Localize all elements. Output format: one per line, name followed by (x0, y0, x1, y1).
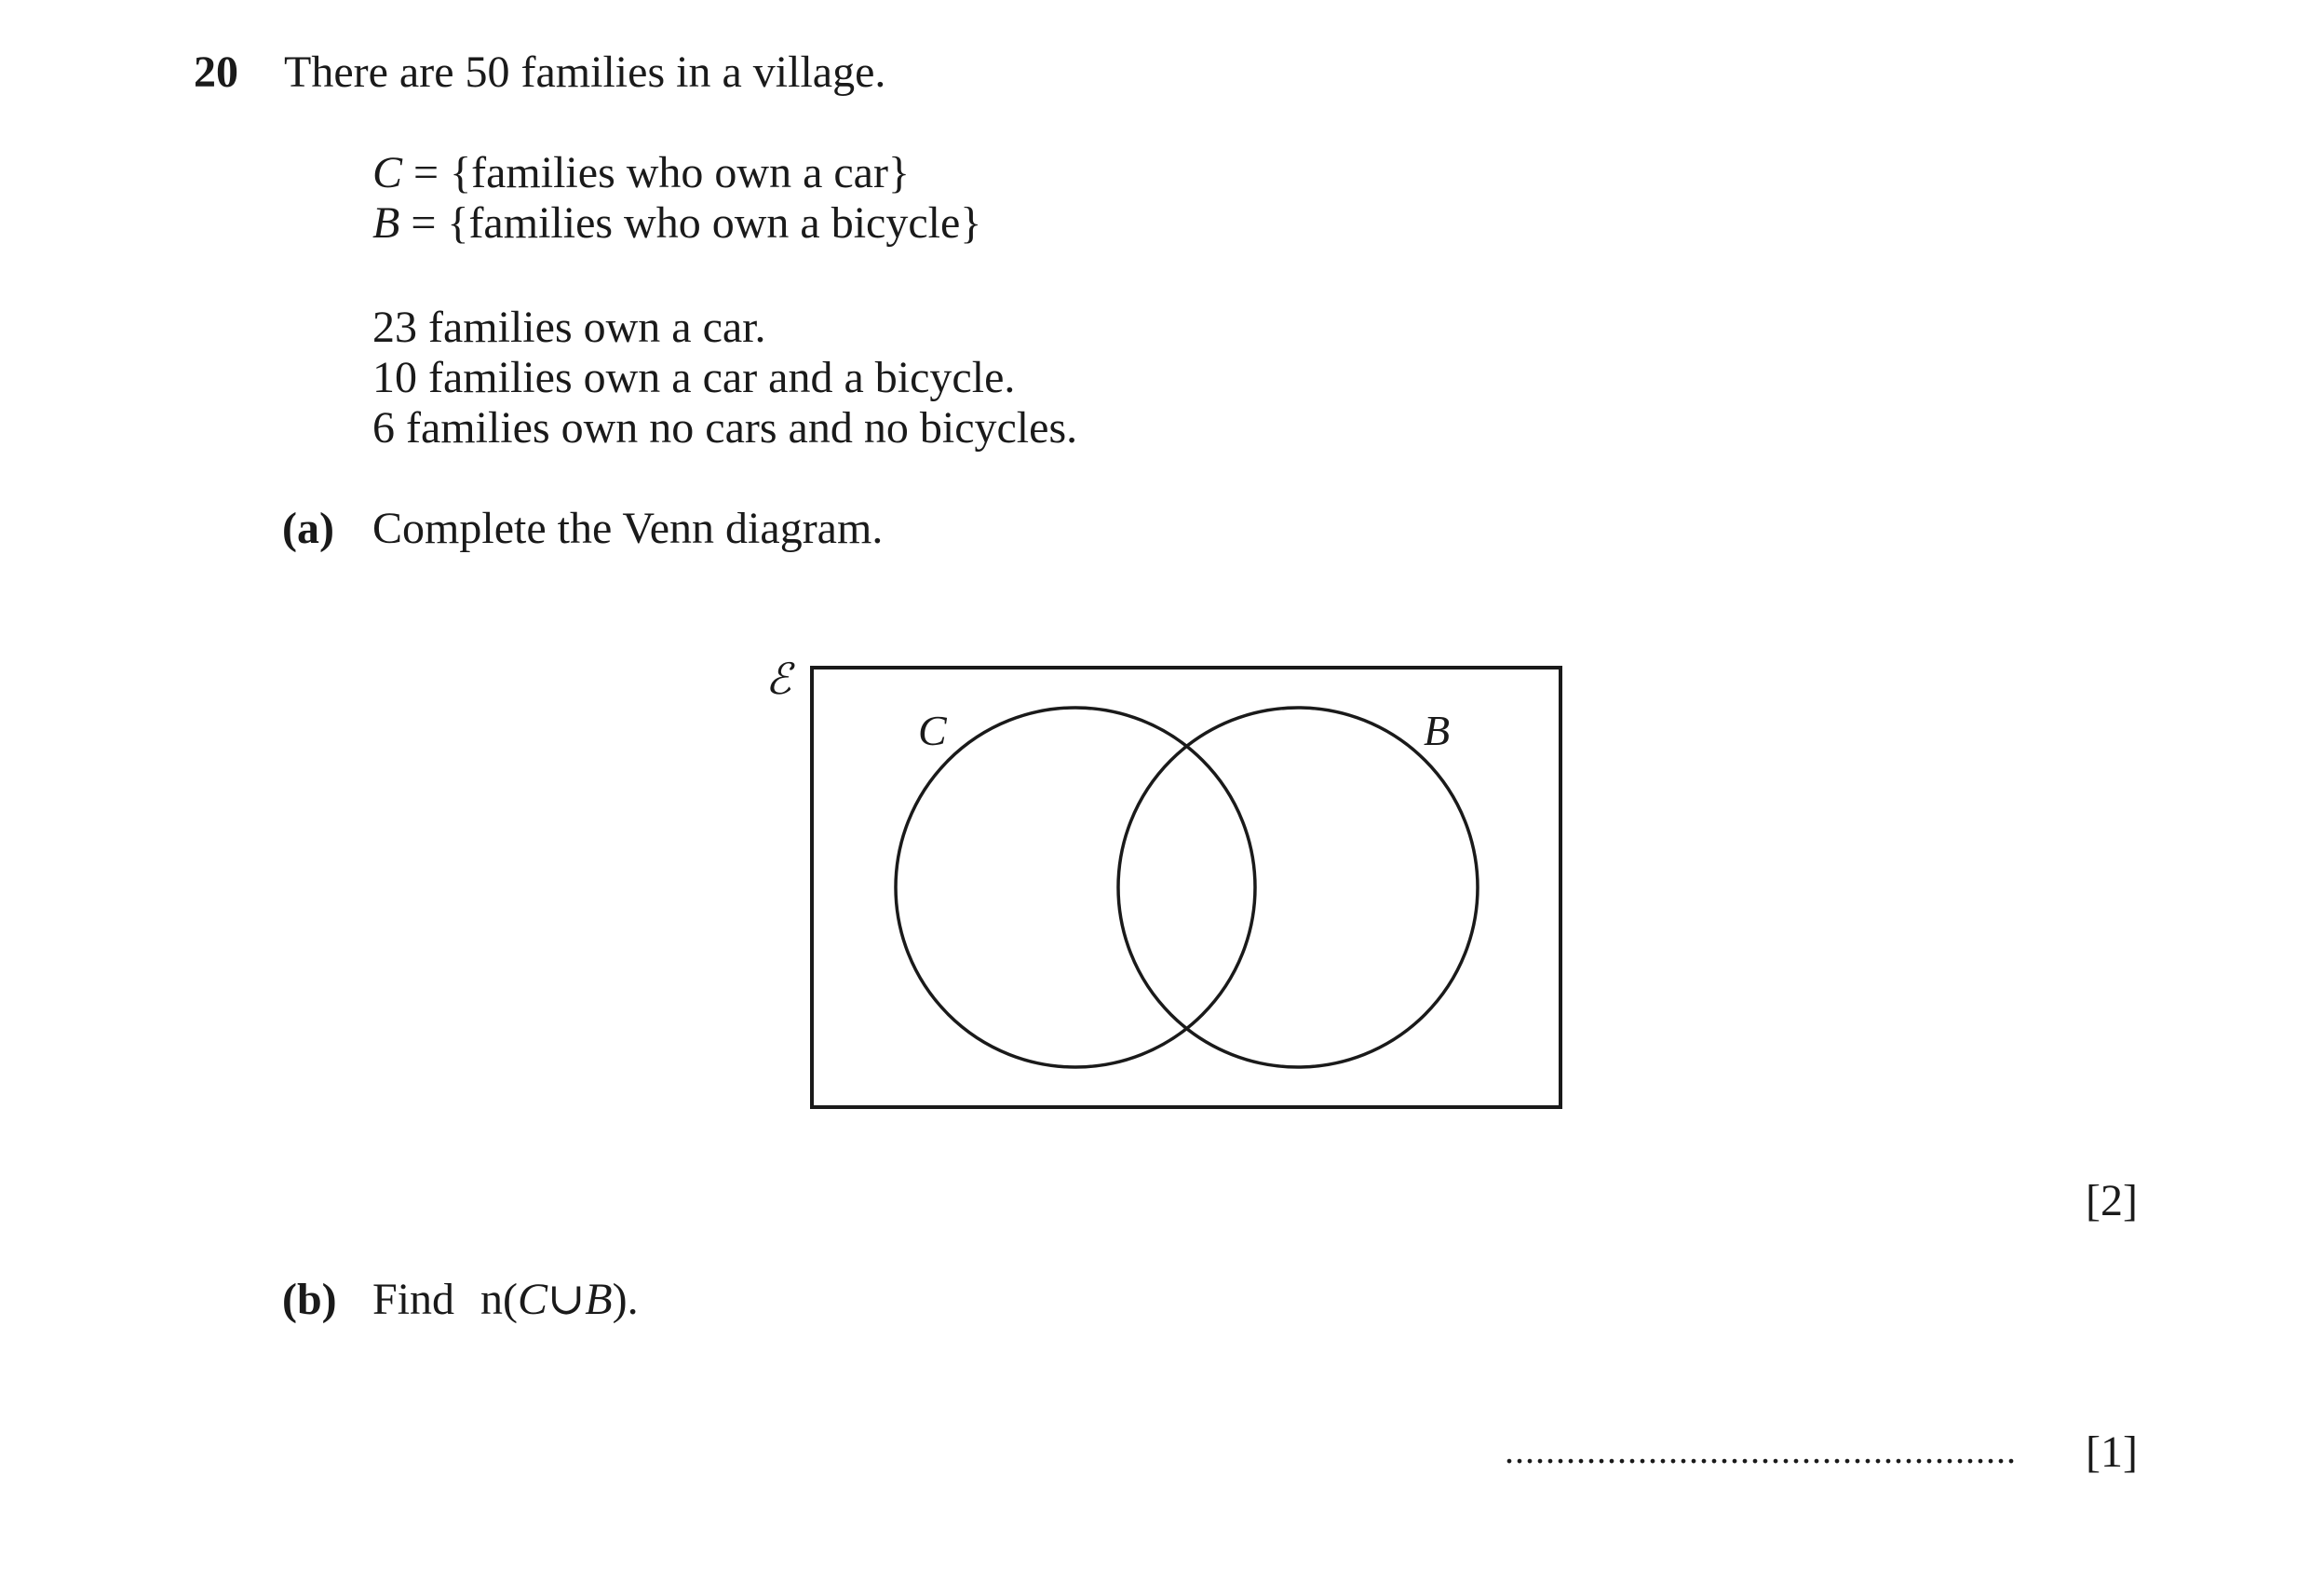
part-a-instruction: Complete the Venn diagram. (372, 504, 884, 553)
expression-set-b: B (585, 1275, 613, 1324)
set-c-symbol: C (372, 148, 403, 197)
fact-line: 6 families own no cars and no bicycles. (372, 403, 1078, 453)
answer-line[interactable]: .................................................. (1505, 1429, 2017, 1471)
part-b-marks: [1] (2086, 1427, 2138, 1477)
expression-prefix: n( (480, 1275, 519, 1324)
set-b-symbol: B (372, 198, 400, 248)
part-b-find: Find (372, 1275, 455, 1324)
set-c-circle (896, 708, 1255, 1067)
question-intro: There are 50 families in a village. (284, 47, 886, 97)
set-b-circle (1118, 708, 1478, 1067)
set-c-label: C (918, 707, 947, 754)
part-b-label: (b) (282, 1275, 337, 1324)
set-b-description: = {families who own a bicycle} (399, 198, 982, 248)
fact-line: 10 families own a car and a bicycle. (372, 353, 1016, 402)
expression-set-c: C (518, 1275, 548, 1324)
set-b-label: B (1424, 707, 1451, 754)
part-a-label: (a) (282, 504, 334, 553)
expression-suffix: ). (612, 1275, 639, 1324)
universal-set-symbol: ℰ (765, 656, 791, 703)
set-c-description: = {families who own a car} (402, 148, 911, 197)
fact-line: 23 families own a car. (372, 303, 766, 352)
union-symbol: ∪ (547, 1275, 586, 1324)
part-a-marks: [2] (2086, 1176, 2138, 1225)
part-b-instruction (372, 1275, 639, 1324)
question-number: 20 (194, 47, 238, 97)
